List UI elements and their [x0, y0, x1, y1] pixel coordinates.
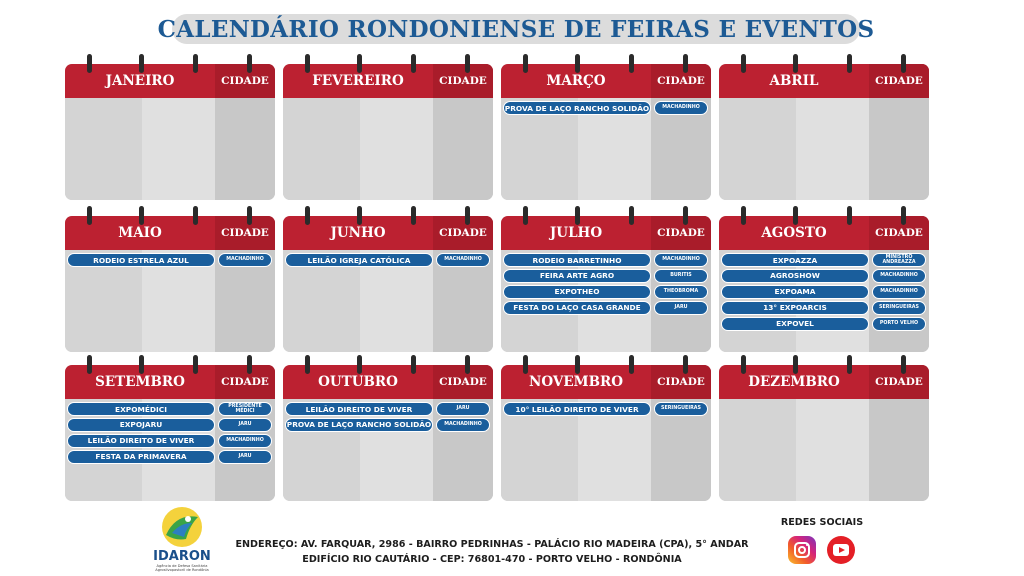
- month-name: NOVEMBRO: [529, 374, 623, 390]
- calendar-ring-icon: [87, 355, 92, 374]
- event-city: MACHADINHO: [436, 253, 490, 267]
- city-column-header: CIDADE: [869, 216, 929, 250]
- event-name: EXPOTHEO: [503, 285, 651, 299]
- month-card-6: [283, 216, 493, 352]
- city-column-header: CIDADE: [869, 365, 929, 399]
- month-name: SETEMBRO: [95, 374, 185, 390]
- calendar-ring-icon: [793, 54, 798, 73]
- calendar-ring-icon: [629, 206, 634, 225]
- event-name: 13° EXPOARCIS: [721, 301, 869, 315]
- month-card-sheet: [65, 64, 275, 200]
- month-header: [65, 365, 275, 399]
- calendar-ring-icon: [793, 206, 798, 225]
- calendar-ring-icon: [793, 355, 798, 374]
- city-column-header: CIDADE: [215, 216, 275, 250]
- calendar-ring-icon: [465, 54, 470, 73]
- calendar-ring-icon: [575, 206, 580, 225]
- month-card-8: [719, 216, 929, 352]
- calendar-ring-icon: [847, 54, 852, 73]
- calendar-ring-icon: [305, 355, 310, 374]
- month-body: [283, 98, 493, 200]
- month-header: [283, 64, 493, 98]
- calendar-ring-icon: [357, 355, 362, 374]
- event-name: EXPOVEL: [721, 317, 869, 331]
- event-name: LEILÃO DIREITO DE VIVER: [285, 402, 433, 416]
- calendar-ring-icon: [193, 54, 198, 73]
- event-name: EXPOJARU: [67, 418, 215, 432]
- logo-name: IDARON: [153, 549, 211, 564]
- calendar-ring-icon: [247, 355, 252, 374]
- event-city: JARU: [218, 418, 272, 432]
- logo-subtitle: Agência de Defesa Sanitária Agrosilvopastoril de Rondônia: [155, 564, 209, 573]
- event-row: [65, 402, 275, 417]
- month-card-sheet: [501, 365, 711, 501]
- instagram-icon[interactable]: [788, 536, 816, 564]
- event-name: RODEIO ESTRELA AZUL: [67, 253, 215, 267]
- month-card-sheet: [719, 365, 929, 501]
- event-list: [283, 253, 493, 269]
- calendar-ring-icon: [683, 355, 688, 374]
- event-name: RODEIO BARRETINHO: [503, 253, 651, 267]
- city-column-header: CIDADE: [651, 216, 711, 250]
- event-name: FESTA DA PRIMAVERA: [67, 450, 215, 464]
- event-list: [283, 402, 493, 434]
- event-city: BURITIS: [654, 269, 708, 283]
- calendar-ring-icon: [683, 206, 688, 225]
- event-row: [65, 418, 275, 433]
- month-card-sheet: [719, 64, 929, 200]
- calendar-ring-icon: [139, 206, 144, 225]
- month-header: [501, 64, 711, 98]
- event-row: [283, 418, 493, 433]
- month-name: FEVEREIRO: [312, 73, 404, 89]
- month-name: JUNHO: [330, 225, 386, 241]
- calendar-ring-icon: [523, 355, 528, 374]
- calendar-ring-icon: [305, 54, 310, 73]
- event-list: [501, 253, 711, 317]
- month-card-11: [501, 365, 711, 501]
- event-city: THEOBROMA: [654, 285, 708, 299]
- city-column-header: CIDADE: [433, 216, 493, 250]
- page-title: CALENDÁRIO RONDONIENSE DE FEIRAS E EVENTOS: [157, 15, 875, 43]
- idaron-logo: [146, 505, 218, 573]
- month-card-sheet: [501, 64, 711, 200]
- month-header: [501, 216, 711, 250]
- event-city: MACHADINHO: [218, 434, 272, 448]
- month-name: JANEIRO: [105, 73, 175, 89]
- event-row: [501, 269, 711, 284]
- event-row: [501, 253, 711, 268]
- event-city: MACHADINHO: [872, 285, 926, 299]
- month-card-sheet: [283, 216, 493, 352]
- month-body: [719, 98, 929, 200]
- event-name: LEILÃO IGREJA CATÓLICA: [285, 253, 433, 267]
- event-list: [65, 402, 275, 466]
- month-header: [283, 216, 493, 250]
- city-column-header: CIDADE: [433, 64, 493, 98]
- month-name: ABRIL: [769, 73, 819, 89]
- calendar-ring-icon: [247, 54, 252, 73]
- city-column-header: CIDADE: [215, 64, 275, 98]
- event-city: MACHADINHO: [218, 253, 272, 267]
- event-city: PORTO VELHO: [872, 317, 926, 331]
- calendar-ring-icon: [87, 206, 92, 225]
- event-list: [501, 402, 711, 418]
- month-name: OUTUBRO: [318, 374, 398, 390]
- event-city: MACHADINHO: [872, 269, 926, 283]
- event-city: JARU: [436, 402, 490, 416]
- calendar-ring-icon: [411, 355, 416, 374]
- month-card-sheet: [65, 216, 275, 352]
- month-header: [501, 365, 711, 399]
- event-row: [719, 269, 929, 284]
- event-list: [719, 253, 929, 333]
- address-line-2: EDIFÍCIO RIO CAUTÁRIO - CEP: 76801-470 - PORTO VELHO - RONDÔNIA: [302, 554, 682, 565]
- calendar-ring-icon: [139, 355, 144, 374]
- event-city: JARU: [654, 301, 708, 315]
- calendar-ring-icon: [847, 355, 852, 374]
- event-city: JARU: [218, 450, 272, 464]
- month-header: [719, 365, 929, 399]
- month-card-9: [65, 365, 275, 501]
- calendar-ring-icon: [465, 355, 470, 374]
- address-block: [232, 537, 752, 567]
- event-row: [719, 317, 929, 332]
- event-row: [719, 253, 929, 268]
- event-name: AGROSHOW: [721, 269, 869, 283]
- event-city: MACHADINHO: [436, 418, 490, 432]
- calendar-ring-icon: [523, 206, 528, 225]
- month-header: [719, 216, 929, 250]
- calendar-ring-icon: [847, 206, 852, 225]
- calendar-ring-icon: [575, 355, 580, 374]
- event-city: SERINGUEIRAS: [872, 301, 926, 315]
- event-row: [501, 402, 711, 417]
- event-city: PRESIDENTE MÉDICI: [218, 402, 272, 416]
- month-header: [65, 64, 275, 98]
- month-card-1: [65, 64, 275, 200]
- event-city: MACHADINHO: [654, 253, 708, 267]
- city-column-header: CIDADE: [433, 365, 493, 399]
- month-name: DEZEMBRO: [748, 374, 840, 390]
- calendar-ring-icon: [411, 206, 416, 225]
- city-column-header: CIDADE: [651, 64, 711, 98]
- month-header: [719, 64, 929, 98]
- month-body: [65, 98, 275, 200]
- event-city: MACHADINHO: [654, 101, 708, 115]
- calendar-ring-icon: [901, 355, 906, 374]
- month-card-12: [719, 365, 929, 501]
- event-name: FEIRA ARTE AGRO: [503, 269, 651, 283]
- calendar-ring-icon: [411, 54, 416, 73]
- calendar-ring-icon: [247, 206, 252, 225]
- event-name: PROVA DE LAÇO RANCHO SOLIDÃO: [285, 418, 433, 432]
- month-name: AGOSTO: [761, 225, 827, 241]
- month-card-5: [65, 216, 275, 352]
- event-row: [501, 101, 711, 116]
- calendar-ring-icon: [465, 206, 470, 225]
- event-row: [501, 285, 711, 300]
- event-row: [283, 402, 493, 417]
- event-name: LEILÃO DIREITO DE VIVER: [67, 434, 215, 448]
- event-row: [65, 434, 275, 449]
- event-name: PROVA DE LAÇO RANCHO SOLIDÃO: [503, 101, 651, 115]
- month-card-sheet: [283, 64, 493, 200]
- event-list: [65, 253, 275, 269]
- event-row: [283, 253, 493, 268]
- calendar-ring-icon: [193, 355, 198, 374]
- event-row: [501, 301, 711, 316]
- calendar-ring-icon: [741, 206, 746, 225]
- event-row: [65, 253, 275, 268]
- social-title: REDES SOCIAIS: [780, 517, 864, 528]
- calendar-ring-icon: [357, 206, 362, 225]
- calendar-ring-icon: [741, 54, 746, 73]
- month-card-3: [501, 64, 711, 200]
- event-city: MINISTRO ANDREAZZA: [872, 253, 926, 267]
- city-column-header: CIDADE: [215, 365, 275, 399]
- month-card-7: [501, 216, 711, 352]
- month-card-4: [719, 64, 929, 200]
- calendar-ring-icon: [575, 54, 580, 73]
- calendar-ring-icon: [629, 355, 634, 374]
- month-name: JULHO: [549, 225, 603, 241]
- page-title-banner: [157, 14, 875, 44]
- calendar-ring-icon: [741, 355, 746, 374]
- event-list: [501, 101, 711, 117]
- calendar-ring-icon: [139, 54, 144, 73]
- event-city: SERINGUEIRAS: [654, 402, 708, 416]
- event-row: [719, 301, 929, 316]
- calendar-ring-icon: [193, 206, 198, 225]
- city-column-header: CIDADE: [651, 365, 711, 399]
- calendar-ring-icon: [523, 54, 528, 73]
- event-name: EXPOAZZA: [721, 253, 869, 267]
- address-line-1: ENDEREÇO: AV. FARQUAR, 2986 - BAIRRO PEDRINHAS - PALÁCIO RIO MADEIRA (CPA), 5° ANDAR: [235, 539, 749, 550]
- event-name: 10° LEILÃO DIREITO DE VIVER: [503, 402, 651, 416]
- calendar-ring-icon: [305, 206, 310, 225]
- event-name: EXPOMÉDICI: [67, 402, 215, 416]
- month-body: [719, 399, 929, 501]
- event-name: FESTA DO LAÇO CASA GRANDE: [503, 301, 651, 315]
- event-row: [65, 450, 275, 465]
- event-row: [719, 285, 929, 300]
- month-card-2: [283, 64, 493, 200]
- month-card-10: [283, 365, 493, 501]
- calendar-ring-icon: [629, 54, 634, 73]
- idaron-emblem-icon: [146, 505, 218, 551]
- calendar-ring-icon: [87, 54, 92, 73]
- youtube-icon[interactable]: [827, 536, 855, 564]
- month-header: [283, 365, 493, 399]
- calendar-ring-icon: [357, 54, 362, 73]
- month-header: [65, 216, 275, 250]
- city-column-header: CIDADE: [869, 64, 929, 98]
- calendar-ring-icon: [683, 54, 688, 73]
- event-name: EXPOAMA: [721, 285, 869, 299]
- calendar-ring-icon: [901, 206, 906, 225]
- month-name: MARÇO: [546, 73, 606, 89]
- month-name: MAIO: [118, 225, 162, 241]
- calendar-ring-icon: [901, 54, 906, 73]
